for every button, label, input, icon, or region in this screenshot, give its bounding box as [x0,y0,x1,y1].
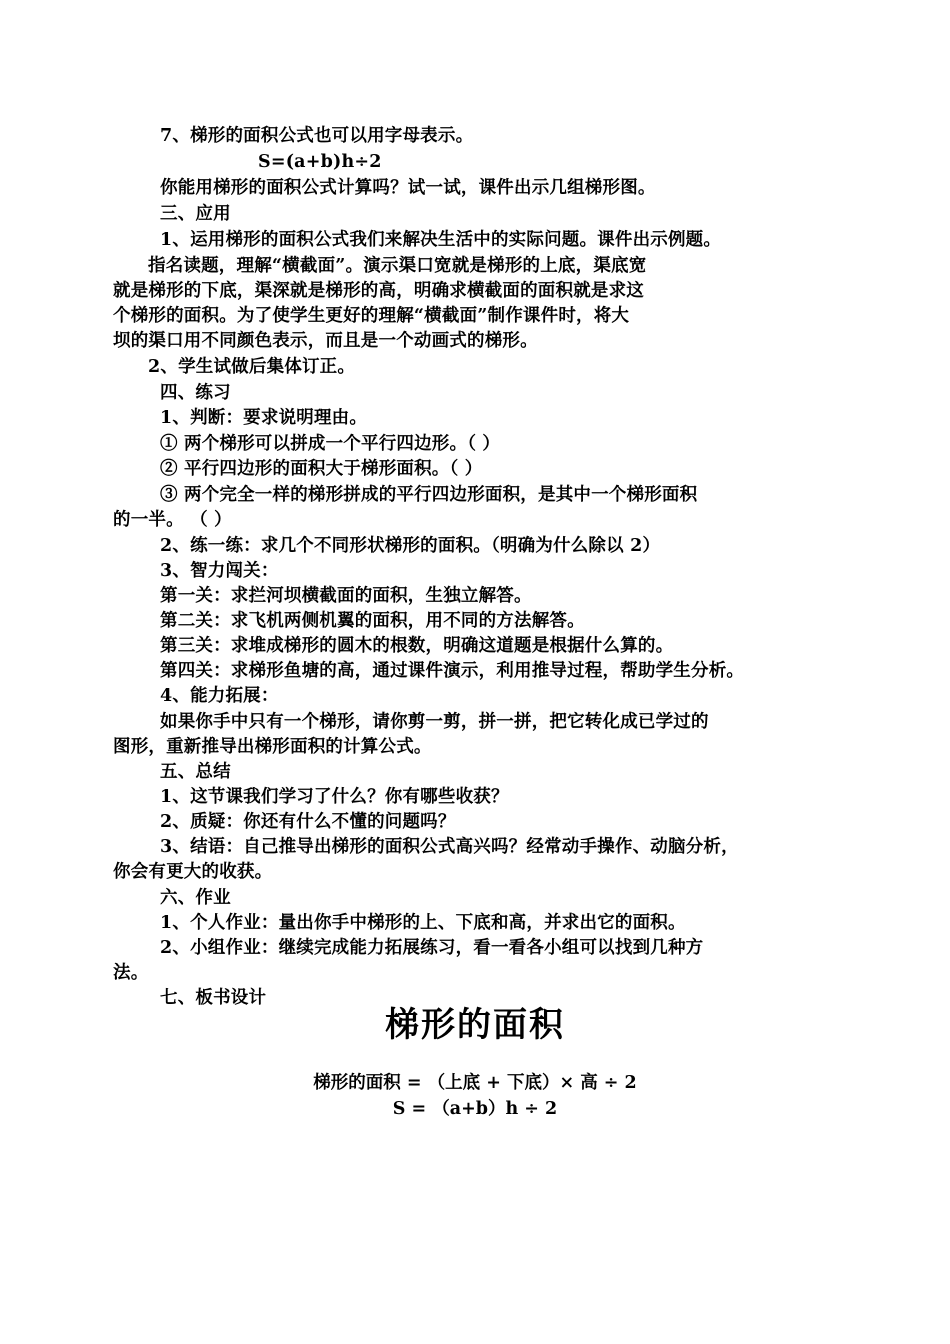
text-line: 4、能力拓展： [160,686,279,706]
section-heading: 三、应用 [160,204,231,224]
text-line: 第四关：求梯形鱼塘的高，通过课件演示，利用推导过程，帮助学生分析。 [160,661,745,681]
text-line: 1、这节课我们学习了什么？你有哪些收获？ [160,787,509,807]
text-line: 你能用梯形的面积公式计算吗？试一试，课件出示几组梯形图。 [160,178,656,198]
text-line: 2、小组作业：继续完成能力拓展练习，看一看各小组可以找到几种方 [160,938,704,958]
text-line: 图形，重新推导出梯形面积的计算公式。 [113,737,432,757]
text-line: 3、智力闯关： [160,561,279,581]
board-title: 梯形的面积 [385,1005,565,1045]
section-heading: 四、练习 [160,383,231,403]
text-line: 7、梯形的面积公式也可以用字母表示。 [160,126,474,146]
text-line: 第三关：求堆成梯形的圆木的根数，明确这道题是根据什么算的。 [160,636,674,656]
board-formula-letters: S = （a+b）h ÷ 2 [392,1099,558,1119]
text-line: 指名读题，理解“横截面”。演示渠口宽就是梯形的上底，渠底宽 [148,256,647,276]
board-formula-words: 梯形的面积 = （上底 + 下底）× 高 ÷ 2 [313,1073,637,1093]
text-line: 法。 [113,963,149,983]
section-heading: 七、板书设计 [160,988,267,1008]
text-line: ① 两个梯形可以拼成一个平行四边形。（ ） [160,434,501,454]
text-line: 3、结语：自己推导出梯形的面积公式高兴吗？经常动手操作、动脑分析， [160,837,739,857]
text-line: 第二关：求飞机两侧机翼的面积，用不同的方法解答。 [160,611,585,631]
text-line: 2、学生试做后集体订正。 [148,357,356,377]
text-line: 1、个人作业：量出你手中梯形的上、下底和高，并求出它的面积。 [160,913,686,933]
text-line: 第一关：求拦河坝横截面的面积，生独立解答。 [160,586,532,606]
text-line: 1、判断：要求说明理由。 [160,408,368,428]
text-line: 个梯形的面积。为了使学生更好的理解“横截面”制作课件时，将大 [113,306,630,326]
text-line: 坝的渠口用不同颜色表示，而且是一个动画式的梯形。 [113,331,538,351]
section-heading: 六、作业 [160,888,231,908]
text-line: ③ 两个完全一样的梯形拼成的平行四边形面积，是其中一个梯形面积 [160,485,698,505]
text-line: 就是梯形的下底，渠深就是梯形的高，明确求横截面的面积就是求这 [113,281,644,301]
section-heading: 五、总结 [160,762,231,782]
text-line: 如果你手中只有一个梯形，请你剪一剪，拼一拼，把它转化成已学过的 [160,712,709,732]
text-line: 1、运用梯形的面积公式我们来解决生活中的实际问题。课件出示例题。 [160,230,722,250]
text-line: 你会有更大的收获。 [113,862,273,882]
text-line: 2、练一练：求几个不同形状梯形的面积。（明确为什么除以 2） [160,536,661,556]
text-line: ② 平行四边形的面积大于梯形面积。（ ） [160,459,483,479]
formula-line: S=(a+b)h÷2 [258,152,382,172]
text-line: 的一半。 （ ） [113,510,232,530]
text-line: 2、质疑：你还有什么不懂的问题吗？ [160,812,456,832]
